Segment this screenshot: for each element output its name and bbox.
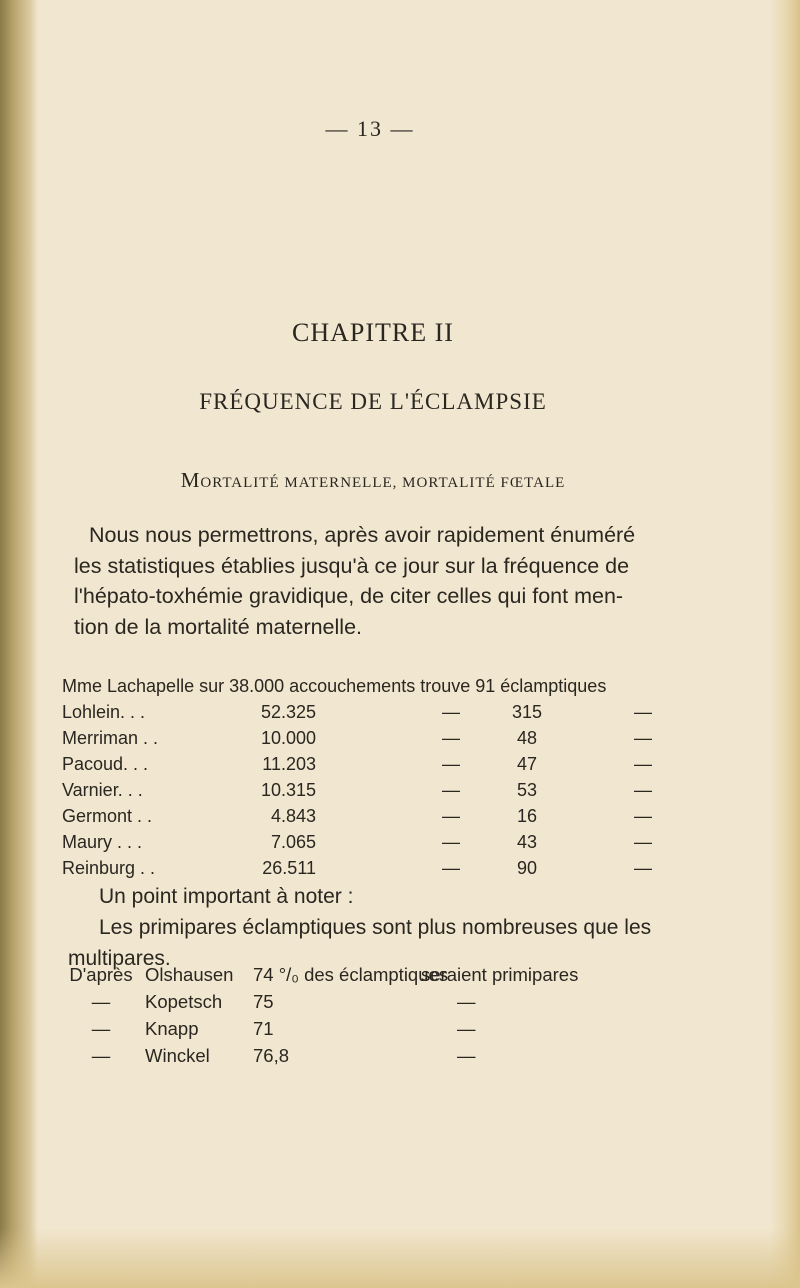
chapter-title: FRÉQUENCE DE L'ÉCLAMPSIE <box>199 389 547 414</box>
births-count: 10.000 <box>260 728 316 748</box>
table-row <box>62 728 702 754</box>
table-row <box>62 754 702 780</box>
intro-line: tion de la mortalité maternelle. <box>74 614 363 639</box>
ditto-mark: — <box>457 1018 476 1039</box>
note-line: Les primipares éclamptiques sont plus nombreuses que les <box>99 916 652 939</box>
eclampsia-count: 53 <box>516 780 538 800</box>
stats-header-row <box>62 676 702 702</box>
ditto-mark: — <box>634 806 652 826</box>
ditto-mark: — <box>442 754 460 774</box>
percentage: 76,8 <box>253 1045 290 1066</box>
list-item <box>61 991 701 1018</box>
source-author: Olshausen <box>145 964 234 985</box>
ditto-mark: — <box>634 754 652 774</box>
list-item <box>61 1045 701 1072</box>
ditto-mark: — <box>91 991 111 1012</box>
page-left-edge-shadow <box>0 0 38 1288</box>
table-row <box>62 780 702 806</box>
births-count: 7.065 <box>270 832 316 852</box>
births-count: 4.843 <box>270 806 316 826</box>
table-row <box>62 806 702 832</box>
ditto-mark: — <box>634 832 652 852</box>
subtitle-initial: M <box>180 468 201 492</box>
chapter-subtitle <box>0 468 746 493</box>
eclampsia-count: 90 <box>516 858 538 878</box>
ditto-mark: — <box>457 1045 476 1066</box>
page-right-edge-stain <box>770 0 800 1288</box>
stats-header-text: Mme Lachapelle sur 38.000 accouchements trouve 91 éclamptiques <box>62 676 607 696</box>
ditto-mark: — <box>442 858 460 878</box>
eclampsia-count: 47 <box>516 754 538 774</box>
author-name: Lohlein. . . <box>62 702 146 722</box>
author-name: Germont . . <box>62 806 153 826</box>
subtitle-rest: ORTALITÉ MATERNELLE, MORTALITÉ FŒTALE <box>200 475 566 491</box>
list-item <box>61 964 701 991</box>
author-name: Reinburg . . <box>62 858 156 878</box>
source-author: Knapp <box>145 1018 199 1039</box>
intro-line: les statistiques établies jusqu'à ce jour sur la fréquence de <box>74 553 630 578</box>
ditto-mark: — <box>91 1018 111 1039</box>
ditto-mark: — <box>442 832 460 852</box>
ditto-mark: — <box>442 780 460 800</box>
births-count: 26.511 <box>262 858 316 878</box>
ditto-mark: — <box>442 728 460 748</box>
intro-line: l'hépato-toxhémie gravidique, de citer celles qui font men- <box>74 584 624 608</box>
intro-paragraph <box>74 520 694 642</box>
ditto-mark: — <box>457 991 476 1012</box>
ditto-mark: — <box>91 1045 111 1066</box>
source-author: Winckel <box>145 1045 210 1066</box>
eclampsia-count: 43 <box>516 832 538 852</box>
note-paragraph <box>68 881 708 974</box>
chapter-heading: CHAPITRE II <box>292 318 454 347</box>
page-bottom-edge-stain <box>0 1228 800 1288</box>
source-prefix: D'après <box>69 964 133 985</box>
eclampsia-count: 315 <box>511 702 543 722</box>
table-row <box>62 832 702 858</box>
percentage: 74 °/₀ des éclamptiques <box>253 964 449 985</box>
births-count: 11.203 <box>262 754 316 774</box>
ditto-mark: — <box>634 702 652 722</box>
conclusion: seraient primipares <box>421 964 579 985</box>
author-name: Maury . . . <box>62 832 143 852</box>
page-number: — 13 — <box>325 116 415 141</box>
table-row <box>62 702 702 728</box>
percentage: 75 <box>253 991 274 1012</box>
primipara-statistics-list <box>61 964 701 1072</box>
intro-line: Nous nous permettrons, après avoir rapidement énuméré <box>89 523 636 547</box>
ditto-mark: — <box>442 702 460 722</box>
eclampsia-count: 16 <box>516 806 538 826</box>
percentage: 71 <box>253 1018 274 1039</box>
births-count: 52.325 <box>260 702 316 722</box>
eclampsia-statistics-table <box>62 676 702 884</box>
ditto-mark: — <box>442 806 460 826</box>
author-name: Varnier. . . <box>62 780 143 800</box>
births-count: 10.315 <box>260 780 316 800</box>
note-line: multipares. <box>68 947 171 970</box>
ditto-mark: — <box>634 858 652 878</box>
author-name: Merriman . . <box>62 728 159 748</box>
note-line: Un point important à noter : <box>99 885 354 908</box>
source-author: Kopetsch <box>145 991 223 1012</box>
author-name: Pacoud. . . <box>62 754 149 774</box>
ditto-mark: — <box>634 728 652 748</box>
eclampsia-count: 48 <box>516 728 538 748</box>
list-item <box>61 1018 701 1045</box>
ditto-mark: — <box>634 780 652 800</box>
